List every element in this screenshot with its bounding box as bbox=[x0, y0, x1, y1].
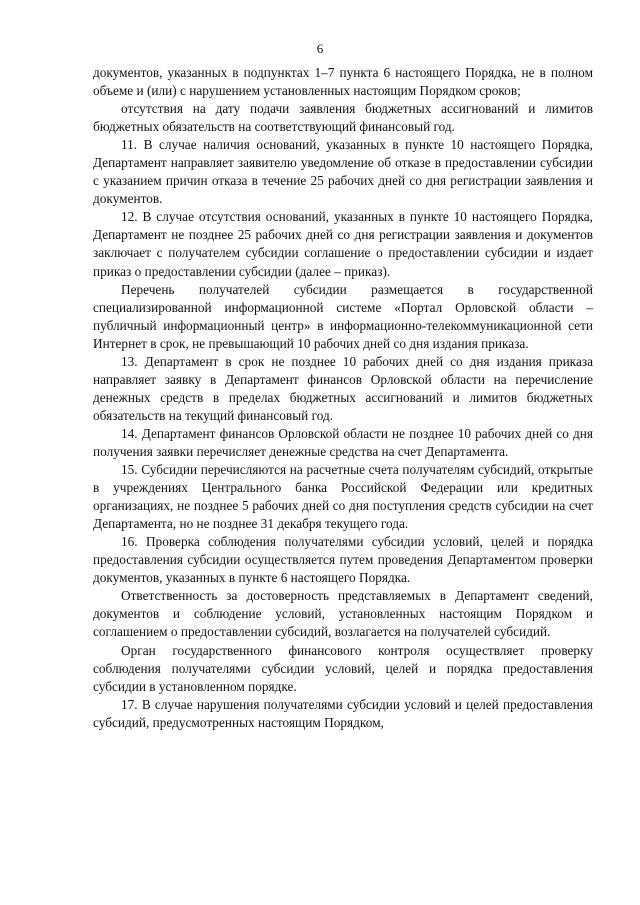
paragraph: отсутствия на дату подачи заявления бюджетных ассигнований и лимитов бюджетных обязательств на соответствующий финансовый год. bbox=[93, 101, 593, 135]
paragraph: документов, указанных в подпунктах 1–7 пункта 6 настоящего Порядка, не в полном объеме и (или) с нарушением установленных настоящим Порядком сроков; bbox=[93, 65, 593, 99]
paragraph: 11. В случае наличия оснований, указанных в пункте 10 настоящего Порядка, Департамент направляет заявителю уведомление об отказе в предоставлении субсидии с указанием причин отказа в течение 25 рабочих дней со дня регистрации заявления и документов. bbox=[93, 137, 593, 207]
paragraph: 16. Проверка соблюдения получателями субсидии условий, целей и порядка предоставления субсидии осуществляется путем проведения Департаментом проверки документов, указанных в пункте 6 настоящего Порядка. bbox=[93, 534, 593, 586]
paragraph: 13. Департамент в срок не позднее 10 рабочих дней со дня издания приказа направляет заявку в Департамент финансов Орловской области на перечисление денежных средств в пределах бюджетных ассигнований и лимитов бюджетных обязательств на текущий финансовый год. bbox=[93, 353, 593, 423]
paragraph: 14. Департамент финансов Орловской области не позднее 10 рабочих дней со дня получения заявки перечисляет денежные средства на счет Департамента. bbox=[93, 425, 593, 459]
page-number: 6 bbox=[316, 41, 324, 56]
document-body bbox=[93, 64, 593, 732]
paragraph: 15. Субсидии перечисляются на расчетные счета получателям субсидий, открытые в учреждениях Центрального банка Российской Федерации или кредитных организациях, не позднее 5 рабочих дней со дня поступления средств субсидии на счет Департамента, но не позднее 31 декабря текущего года. bbox=[93, 462, 593, 532]
paragraph: Ответственность за достоверность представляемых в Департамент сведений, документов и соблюдение условий, установленных настоящим Порядком и соглашением о предоставлении субсидий, возлагается на получателей субсидий. bbox=[93, 588, 593, 640]
paragraph: Орган государственного финансового контроля осуществляет проверку соблюдения получателями субсидии условий, целей и порядка предоставления субсидии в установленном порядке. bbox=[93, 642, 593, 694]
paragraph: 12. В случае отсутствия оснований, указанных в пункте 10 настоящего Порядка, Департамент не позднее 25 рабочих дней со дня регистрации заявления и документов заключает с получателем субсидии соглашение о предоставлении субсидии и издает приказ о предоставлении субсидии (далее – приказ). bbox=[93, 209, 593, 279]
paragraph: Перечень получателей субсидии размещается в государственной специализированной информационной системе «Портал Орловской области – публичный информационный центр» в информационно-телекоммуникационной сети Интернет в срок, не превышающий 10 рабочих дней со дня издания приказа. bbox=[93, 281, 593, 351]
paragraph: 17. В случае нарушения получателями субсидии условий и целей предоставления субсидий, предусмотренных настоящим Порядком, bbox=[93, 696, 593, 730]
